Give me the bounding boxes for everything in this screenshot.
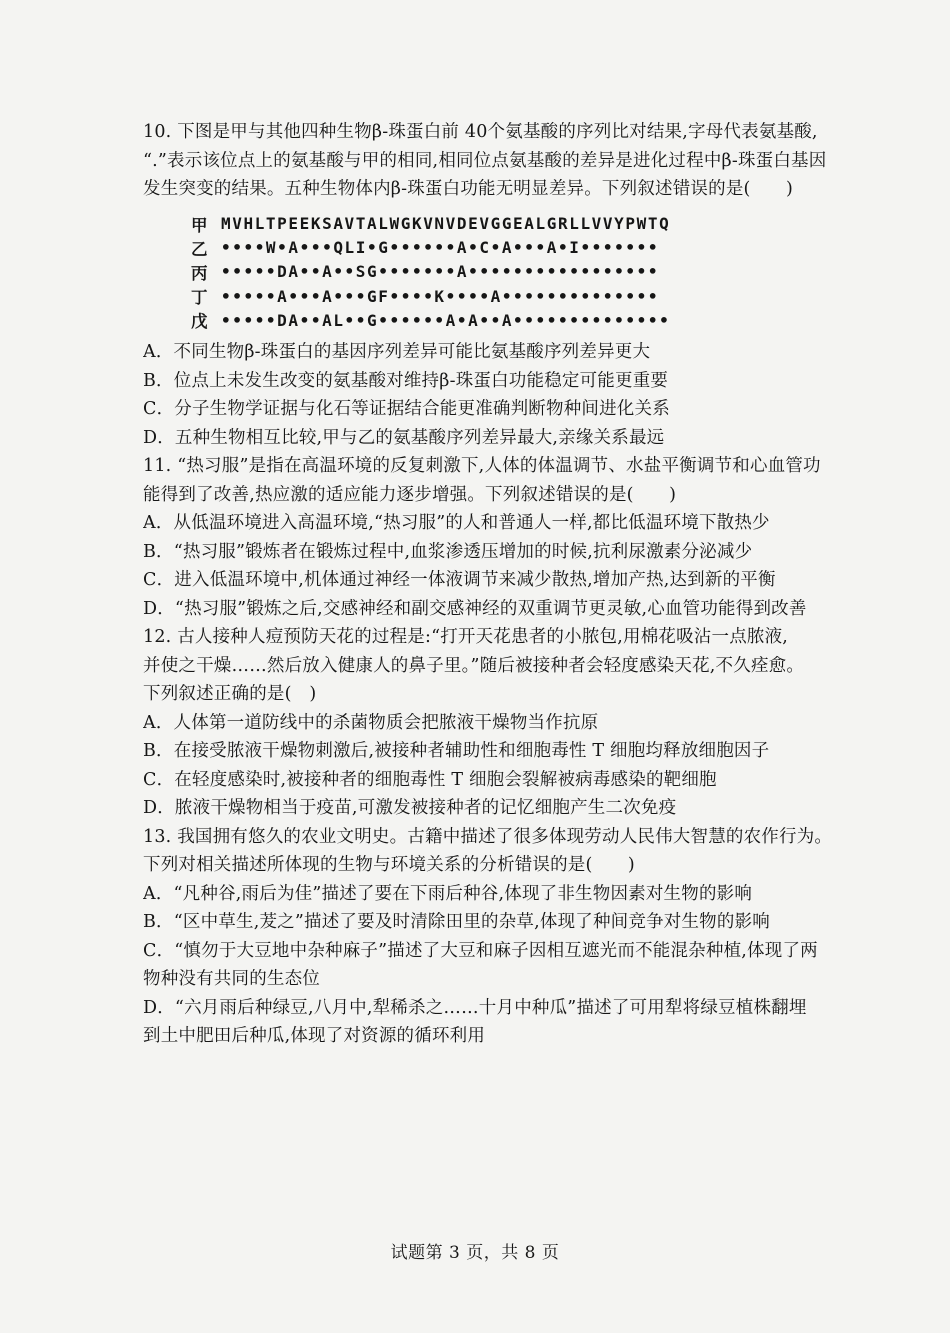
question-13-stem-line-1: 13. 我国拥有悠久的农业文明史。古籍中描述了很多体现劳动人民伟大智慧的农作行为。	[143, 826, 833, 847]
question-10-option-d: D．五种生物相互比较,甲与乙的氨基酸序列差异最大,亲缘关系最远	[143, 427, 665, 448]
question-13-option-c-line-1: C．“慎勿于大豆地中杂种麻子”描述了大豆和麻子因相互遮光而不能混杂种植,体现了两	[143, 940, 818, 961]
question-10-stem-line-3: 发生突变的结果。五种生物体内β-珠蛋白功能无明显差异。下列叙述错误的是( )	[143, 179, 793, 199]
question-10	[143, 118, 868, 452]
sequence-value: •••••DA••AL••G••••••A•A••A••••••••••••••	[221, 310, 671, 330]
page-footer: 试题第 3 页，共 8 页	[390, 1243, 560, 1263]
question-11-option-b: B．“热习服”锻炼者在锻炼过程中,血浆渗透压增加的时候,抗利尿激素分泌减少	[143, 541, 753, 562]
sequence-row	[191, 284, 868, 308]
question-13-option-c-line-2: 物种没有共同的生态位	[143, 969, 320, 990]
question-12-option-d: D．脓液干燥物相当于疫苗,可激发被接种者的记忆细胞产生二次免疫	[143, 798, 677, 819]
question-11-stem-line-2: 能得到了改善,热应激的适应能力逐步增强。下列叙述错误的是( )	[143, 484, 677, 505]
sequence-label: 乙	[191, 239, 208, 259]
sequence-row	[191, 212, 868, 236]
question-13-option-a: A．“凡种谷,雨后为佳”描述了要在下雨后种谷,体现了非生物因素对生物的影响	[143, 883, 753, 904]
question-12-option-a: A．人体第一道防线中的杀菌物质会把脓液干燥物当作抗原	[143, 712, 599, 733]
question-13-option-d-line-1: D．“六月雨后种绿豆,八月中,犁稀杀之……十月中种瓜”描述了可用犁将绿豆植株翻埋	[143, 997, 807, 1018]
sequence-alignment-table	[191, 212, 868, 333]
question-10-stem-line-2: “.”表示该位点上的氨基酸与甲的相同,相同位点氨基酸的差异是进化过程中β-珠蛋白基因	[143, 150, 827, 171]
question-10-option-b: B．位点上未发生改变的氨基酸对维持β-珠蛋白功能稳定可能更重要	[143, 370, 669, 391]
sequence-label: 戊	[191, 312, 208, 332]
sequence-value: •••••DA••A••SG•••••••A•••••••••••••••••	[221, 262, 660, 282]
question-12	[143, 623, 868, 823]
sequence-row	[191, 308, 868, 332]
question-13-stem-line-2: 下列对相关描述所体现的生物与环境关系的分析错误的是( )	[143, 855, 635, 876]
question-12-option-c: C．在轻度感染时,被接种者的细胞毒性 T 细胞会裂解被病毒感染的靶细胞	[143, 769, 717, 790]
question-11-option-a: A．从低温环境进入高温环境,“热习服”的人和普通人一样,都比低温环境下散热少	[143, 513, 770, 534]
sequence-label: 丁	[191, 288, 208, 308]
sequence-value: MVHLTPEEKSAVTALWGKVNVDEVGGEALGRLLVVYPWTQ	[221, 214, 671, 234]
question-11	[143, 452, 868, 623]
page-content	[143, 118, 868, 1051]
question-13-option-d-line-2: 到土中肥田后种瓜,体现了对资源的循环利用	[143, 1026, 486, 1047]
question-11-option-c: C．进入低温环境中,机体通过神经一体液调节来减少散热,增加产热,达到新的平衡	[143, 570, 776, 591]
sequence-label: 甲	[191, 215, 208, 235]
sequence-row	[191, 260, 868, 284]
question-12-option-b: B．在接受脓液干燥物刺激后,被接种者辅助性和细胞毒性 T 细胞均释放细胞因子	[143, 741, 770, 762]
question-10-option-a: A．不同生物β-珠蛋白的基因序列差异可能比氨基酸序列差异更大	[143, 342, 651, 363]
question-10-option-c: C．分子生物学证据与化石等证据结合能更准确判断物种间进化关系	[143, 399, 670, 420]
sequence-value: ••••W•A•••QLI•G••••••A•C•A•••A•I•••••••	[221, 238, 660, 258]
question-12-stem-line-2: 并使之干燥……然后放入健康人的鼻子里。”随后被接种者会轻度感染天花,不久痊愈。	[143, 655, 805, 676]
question-13	[143, 823, 868, 1051]
question-13-option-b: B．“区中草生,茇之”描述了要及时清除田里的杂草,体现了种间竞争对生物的影响	[143, 912, 770, 933]
sequence-label: 丙	[191, 263, 208, 283]
question-10-stem-line-1: 10. 下图是甲与其他四种生物β-珠蛋白前 40个氨基酸的序列比对结果,字母代表氨基酸,	[143, 122, 818, 142]
question-11-option-d: D．“热习服”锻炼之后,交感神经和副交感神经的双重调节更灵敏,心血管功能得到改善	[143, 598, 807, 619]
question-11-stem-line-1: 11. “热习服”是指在高温环境的反复刺激下,人体的体温调节、水盐平衡调节和心血管功	[143, 456, 821, 477]
question-12-stem-line-3: 下列叙述正确的是( )	[143, 684, 317, 705]
sequence-row	[191, 236, 868, 260]
sequence-value: •••••A•••A•••GF••••K••••A••••••••••••••	[221, 286, 660, 306]
question-12-stem-line-1: 12. 古人接种人痘预防天花的过程是:“打开天花患者的小脓包,用棉花吸沾一点脓液,	[143, 627, 789, 648]
